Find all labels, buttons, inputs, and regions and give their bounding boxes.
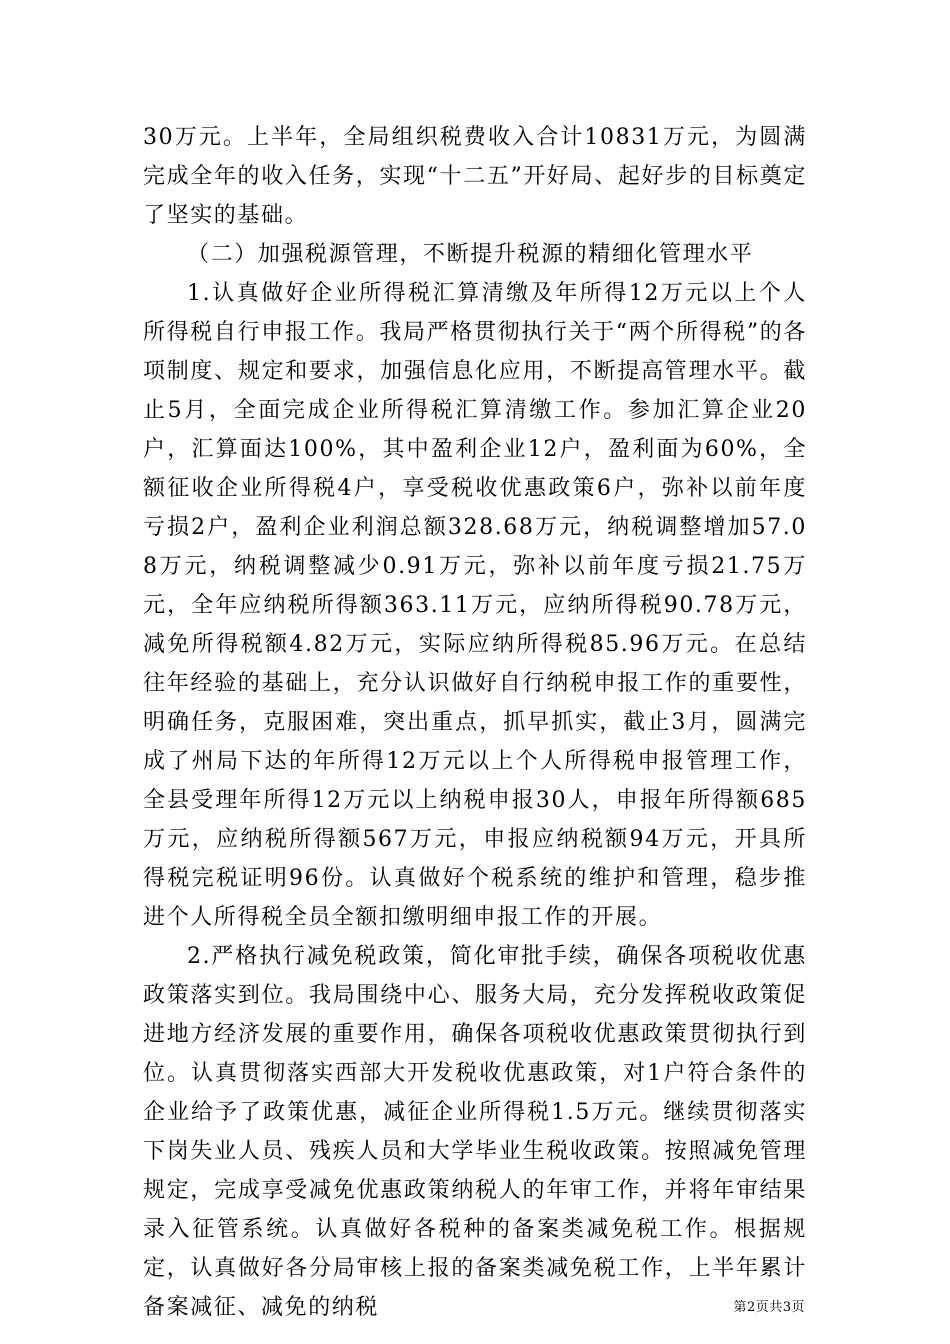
document-body <box>143 118 807 1327</box>
paragraph-income-tax: 1.认真做好企业所得税汇算清缴及年所得12万元以上个人所得税自行申报工作。我局严格贯彻执行关于“两个所得税”的各项制度、规定和要求，加强信息化应用，不断提高管理水平。截止5月，全面完成企业所得税汇算清缴工作。参加汇算企业20户，汇算面达100%，其中盈利企业12户，盈利面为60%，全额征收企业所得税4户，享受税收优惠政策6户，弥补以前年度亏损2户，盈利企业利润总额328.68万元，纳税调整增加57.08万元，纳税调整减少0.91万元，弥补以前年度亏损21.75万元，全年应纳税所得额363.11万元，应纳所得税90.78万元，减免所得税额4.82万元，实际应纳所得税85.96万元。在总结往年经验的基础上，充分认识做好自行纳税申报工作的重要性，明确任务，克服困难，突出重点，抓早抓实，截止3月，圆满完成了州局下达的年所得12万元以上个人所得税申报管理工作，全县受理年所得12万元以上纳税申报30人，申报年所得额685万元，应纳税所得额567万元，申报应纳税额94万元，开具所得税完税证明96份。认真做好个税系统的维护和管理，稳步推进个人所得税全员全额扣缴明细申报工作的开展。 <box>143 281 807 930</box>
section-heading: （二）加强税源管理，不断提升税源的精细化管理水平 <box>187 242 754 267</box>
paragraph-tax-relief: 2.严格执行减免税政策，简化审批手续，确保各项税收优惠政策落实到位。我局围绕中心、服务大局，充分发挥税收政策促进地方经济发展的重要作用，确保各项税收优惠政策贯彻执行到位。认真贯彻落实西部大开发税收优惠政策，对1户符合条件的企业给予了政策优惠，减征企业所得税1.5万元。继续贯彻落实下岗失业人员、残疾人员和大学毕业生税收政策。按照减免管理规定，完成享受减免优惠政策纳税人的年审工作，并将年审结果录入征管系统。认真做好各税种的备案类减免税工作。根据规定，认真做好各分局审核上报的备案类减免税工作，上半年累计备案减征、减免的纳税 <box>143 944 807 1320</box>
page-number: 第2页共3页 <box>733 1300 805 1315</box>
paragraph-continuation: 30万元。上半年，全局组织税费收入合计10831万元，为圆满完成全年的收入任务，实现“十二五”开好局、起好步的目标奠定了坚实的基础。 <box>143 125 807 228</box>
